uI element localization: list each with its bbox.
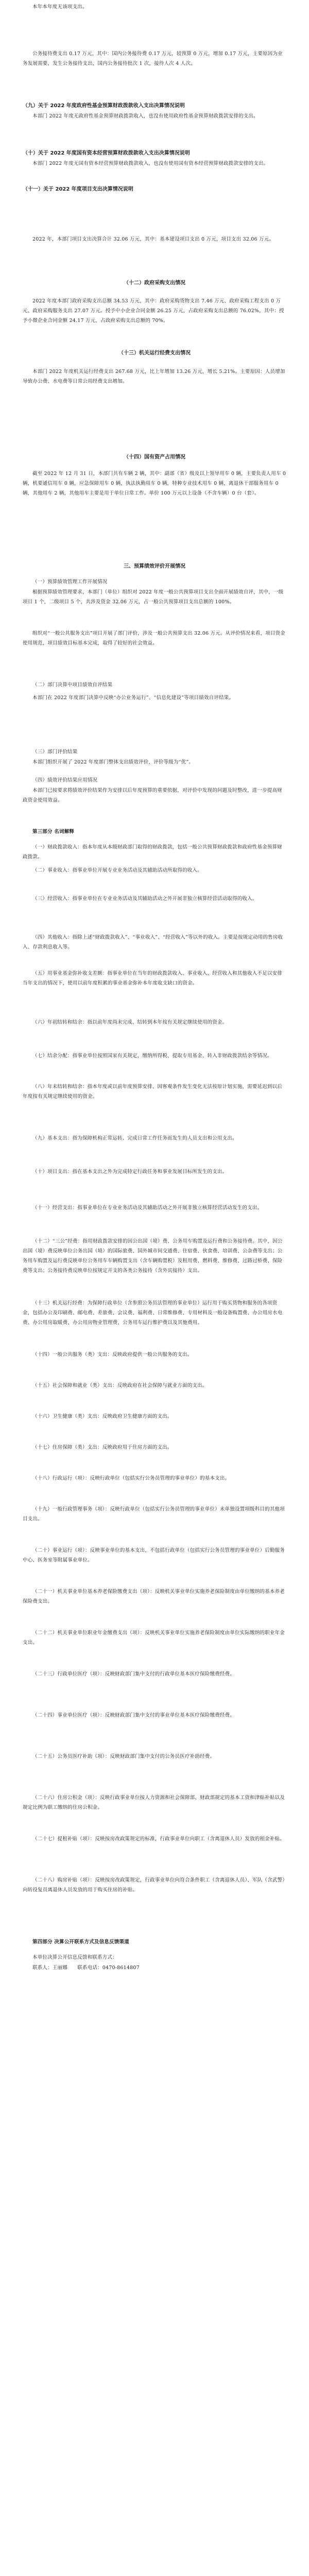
heading-13: （十三）机关运行经费支出情况 bbox=[118, 350, 191, 356]
subheading-3: （三）部门评价结果 bbox=[32, 749, 78, 755]
definition-16: （十六）卫生健康（类）支出：反映政府卫生健康方面的支出。 bbox=[32, 1414, 173, 1419]
subheading-4: （四）绩效评价结果应用情况 bbox=[32, 777, 98, 783]
definition-1: （一）财政拨款收入：指本年度从本级财政部门取得的财政拨款，包括一般公共预算财政拨款和政府性基金预算财政拨款。 bbox=[23, 844, 283, 860]
paragraph-9: 根据预算绩效管理要求，本部门（单位）组织对 2022 年度一般公共预算项目支出全面开展绩效自评，其中，一级项目 1 个，二级项目 5 个，共涉及资金 32.06 万元，占一般公共预算项目支出总额的 100%。 bbox=[23, 589, 284, 605]
heading-11: （十一）关于 2022 年度项目支出决算情况说明 bbox=[23, 187, 133, 192]
definition-12: （十二）“三公”经费：指用财政拨款安排的因公出国（境）费、公务用车购置及运行费和公务接待费。其中，因公出国（境）费反映单位公务出国（境）的国际旅费、国外城市间交通费、住宿费、伙食费、培训费、公杂费等支出；公务用车购置及运行费反映单位公务用车车辆购置支出（含车辆购置税）及租用费、燃料费、维修费、过路过桥费、保险费等支出；公务接待费反映单位按规定开支的各类公务接待（含外宾接待）支出。 bbox=[23, 1239, 283, 1274]
heading-12: （十二）政府采购支出情况 bbox=[124, 280, 185, 286]
definition-22: （二十二）机关事业单位职业年金缴费支出（项）：反映机关事业单位实施养老保险制度由单位实际缴纳的职业年金支出。 bbox=[23, 1630, 285, 1646]
paragraph-10: 组织对“一般公共服务支出”项目开展了部门评价，涉及一般公共预算支出 32.06 万元。从评价情况来看，项目资金使用规范，项目绩效目标基本完成，取得了较好的社会效益。 bbox=[23, 631, 285, 646]
paragraph-4: 本部门 2022 年度无国有资本经营预算财政拨款收入，也没有使用国有资本经营预算财政拨款安排的支出。 bbox=[32, 161, 269, 166]
subheading-2: （二）部门决算中项目绩效自评结果 bbox=[32, 682, 113, 688]
definition-15: （十五）社会保障和就业（类）支出：反映政府在社会保障与就业方面的支出。 bbox=[32, 1383, 208, 1388]
paragraph-7: 本部门 2022 年度机关运行经费支出 267.68 万元，比上年增加 13.26 万元，增长 5.21%。主要原因：人员增加导致办公费、水电费等日常公用经费支出增加。 bbox=[23, 369, 285, 384]
paragraph-1: 本年本年度无该项支出。 bbox=[32, 4, 88, 10]
paragraph-8: 截至 2022 年 12 月 31 日，本部门共有车辆 2 辆，其中：副部（省）级及以上领导用车 0 辆，主要负责人用车 0 辆，机要通信用车 0 辆，应急保障用车 0 辆，执法执勤用车 0 辆，特种专业技术用车 0 辆，离退休干部服务用车 0 辆，其他用车 2 辆，其他用车主要是用于单位日常工作。单价 100 万元以上设备（不含车辆）0 台（套）。 bbox=[23, 471, 286, 496]
definition-4: （四）其他收入：指除上述“财政拨款收入”、“事业收入”、“经营收入”等以外的收入。主要是按规定动用的售房收入、存款利息收入等。 bbox=[23, 935, 283, 950]
contact-intro: 本单位决算公开信息反馈和联系方式： bbox=[32, 1955, 117, 1960]
definition-19: （十九）一般行政管理事务（项）：反映行政单位（包括实行公务员管理的事业单位）未单独设置项级科目的其他项目支出。 bbox=[23, 1506, 285, 1522]
definition-26: （二十六）住房公积金（项）：反映行政事业单位按人力资源和社会保障部、财政部规定的基本工资和津贴补贴以及规定比例为职工缴纳的住房公积金。 bbox=[23, 1795, 285, 1810]
heading-10: （十）关于 2022 年度国有资本经营预算财政拨款收入支出决算情况说明 bbox=[23, 150, 190, 156]
definition-18: （十八）行政运行（项）：反映行政单位（包括实行公务员管理的事业单位）的基本支出。 bbox=[32, 1476, 230, 1481]
definition-8: （八）年末结转和结余：指本年度或以前年度预算安排、因客观条件发生变化无法按原计划实施，需要延迟到以后年度按有关规定继续使用的资金。 bbox=[23, 1084, 283, 1099]
definition-14: （十四）一般公共服务（类）支出：反映政府提供一般公共服务的支出。 bbox=[32, 1352, 193, 1358]
definition-11: （十一）经营支出：指事业单位在专业业务活动及其辅助活动之外开展非独立核算经营活动发生的支出。 bbox=[32, 1205, 263, 1211]
definition-24: （二十四）事业单位医疗（项）：反映财政部门集中支付的事业单位基本医疗保险缴费经费。 bbox=[32, 1713, 235, 1718]
definition-3: （三）经营收入：指事业单位在专业业务活动及其辅助活动之外开展非独立核算经营活动取得的收入。 bbox=[32, 896, 258, 902]
heading-14: （十四）国有资产占用情况 bbox=[124, 454, 185, 460]
heading-9: （九）关于 2022 年度政府性基金预算财政拨款收入支出决算情况说明 bbox=[23, 103, 185, 109]
paragraph-3: 本部门 2022 年度无政府性基金预算财政拨款收入，也没有使用政府性基金预算财政拨款安排的支出。 bbox=[32, 113, 259, 119]
paragraph-13: 本部门已按要求将绩效评价结果作为安排以后年度预算的重要依据，对评价中发现的问题及时整改，进一步提高财政资金使用效益。 bbox=[23, 788, 283, 803]
contact-line: 联系人：王丽娜 联系电话：0470-8614807 bbox=[32, 1965, 140, 1971]
part-3-heading: 第三部分 名词解释 bbox=[32, 829, 75, 835]
definition-23: （二十三）行政单位医疗（项）：反映财政部门集中支付的行政单位基本医疗保险缴费经费。 bbox=[32, 1671, 235, 1677]
definition-21: （二十一）机关事业单位基本养老保险缴费支出（项）：反映机关事业单位实施养老保险制度由单位缴纳的基本养老保险费支出。 bbox=[23, 1589, 285, 1604]
part-4-heading: 第四部分 决算公开联系方式及信息反馈渠道 bbox=[32, 1939, 129, 1945]
definition-6: （六）年初结转和结余：指以前年度尚未完成、结转到本年按有关规定继续使用的资金。 bbox=[32, 1020, 228, 1025]
section-3-heading: 三、预算绩效评价开展情况 bbox=[124, 564, 185, 569]
definition-7: （七）结余分配：指事业单位按照国家有关规定，缴纳所得税、提取专用基金、转入非财政拨款结余等情况。 bbox=[32, 1053, 272, 1059]
definition-20: （二十）事业运行（项）：反映事业单位的基本支出，不包括行政单位（包括实行公务员管理的事业单位）后勤服务中心、医务室等附属事业单位。 bbox=[23, 1548, 285, 1563]
definition-9: （九）基本支出：指为保障机构正常运转、完成日常工作任务而发生的人员支出和公用支出。 bbox=[32, 1136, 237, 1141]
paragraph-2: 公务接待费支出 0.17 万元，其中：国内公务接待费 0.17 万元，较预算 0 万元，增加 0.17 万元，主要原因为业务发展需要，发生公务接待支出，国内公务接待批次 1 次，接待人次 4 人次。 bbox=[23, 51, 283, 66]
definition-10: （十）项目支出：指在基本支出之外为完成特定行政任务和事业发展目标所发生的支出。 bbox=[32, 1169, 228, 1175]
paragraph-12: 本部门组织开展了 2022 年度部门整体支出绩效评价，评价等级为“优”。 bbox=[32, 759, 194, 765]
definition-2: （二）事业收入：指事业单位开展专业业务活动及其辅助活动所取得的收入。 bbox=[32, 868, 202, 873]
definition-17: （十七）住房保障（类）支出：反映政府用于住房方面的支出。 bbox=[32, 1445, 173, 1450]
paragraph-6: 2022 年度本部门政府采购支出总额 34.53 万元，其中：政府采购货物支出 7.46 万元、政府采购工程支出 0 万元、政府采购服务支出 27.07 万元。授予中小企业合同金额 26.25 万元，占政府采购支出总额的 76.02%，其中：授予小微企业合同金额 24.17 万元，占政府采购支出总额的 70%。 bbox=[23, 298, 284, 324]
definition-13: （十三）机关运行经费：为保障行政单位（含参照公务员法管理的事业单位）运行用于购买货物和服务的各项资金，包括办公及印刷费、邮电费、差旅费、会议费、福利费、日常维修费、专用材料及一般设备购置费、办公用房水电费、办公用房取暖费、办公用房物业管理费、公务用车运行维护费以及其他费用。 bbox=[23, 1300, 283, 1326]
paragraph-5: 2022 年，本部门项目支出决算合计 32.06 万元，其中：基本建设项目支出 0 万元，项目支出 32.06 万元。 bbox=[32, 236, 274, 242]
definition-28: （二十八）购房补贴（项）：反映按房改政策规定，行政事业单位向符合条件职工（含离退休人员）、军队（含武警）向转役复员离退休人员发放的用于购买住房的补贴。 bbox=[23, 1877, 285, 1893]
definition-25: （二十五）公务员医疗补助（项）：反映财政部门集中支付的公务员医疗补助经费。 bbox=[32, 1754, 215, 1759]
definition-5: （五）用事业基金弥补收支差额：指事业单位在当年的财政拨款收入、事业收入、经营收入和其他收入不足以安排当年支出的情况下，使用以前年度积累的事业基金弥补本年度收支缺口的资金。 bbox=[23, 971, 283, 986]
definition-27: （二十七）提租补贴（项）：反映按房改政策规定的标准，行政事业单位向职工（含离退休人员）发放的租金补贴。 bbox=[32, 1836, 285, 1842]
paragraph-11: 本部门在 2022 年度部门决算中反映“办公业务运行”、“信息化建设”等项目绩效自评结果。 bbox=[32, 695, 234, 701]
subheading-1: （一）预算绩效管理工作开展情况 bbox=[32, 579, 108, 585]
